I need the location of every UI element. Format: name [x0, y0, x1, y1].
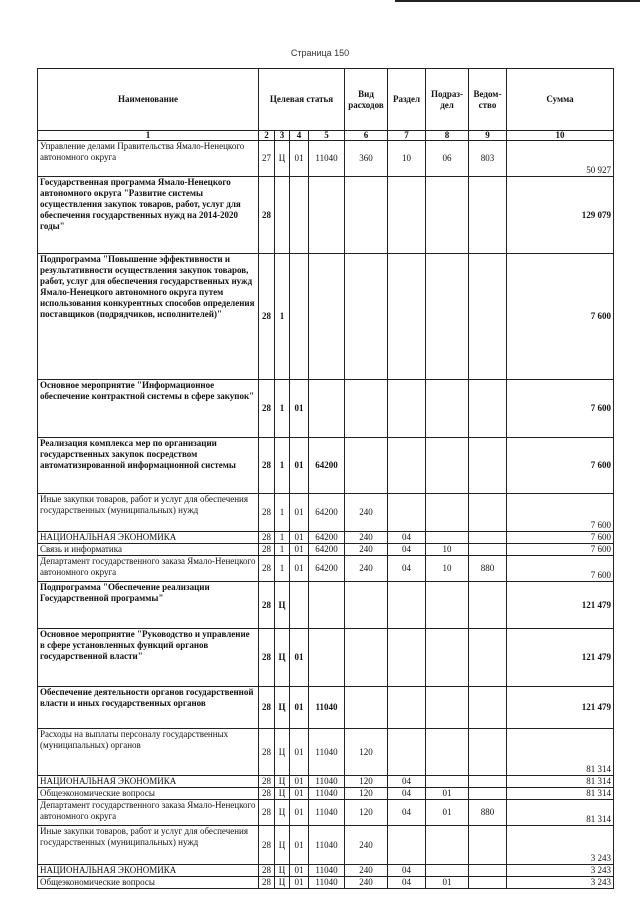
- target-code-subprogram: 1: [275, 380, 290, 438]
- row-name-cell: Департамент государственного заказа Ямало-Ненецкого автономного округа: [38, 800, 259, 826]
- section-cell: [388, 687, 426, 729]
- sum-cell: 7 600: [507, 494, 614, 532]
- section-cell: 04: [388, 788, 426, 800]
- target-code-program: 28: [259, 776, 275, 788]
- table-row: [38, 380, 614, 438]
- table-row: [38, 582, 614, 629]
- header-name: Наименование: [38, 69, 259, 131]
- sum-cell: 7 600: [507, 544, 614, 556]
- row-name-cell: Обеспечение деятельности органов государственной власти и иных государственных органов: [38, 687, 259, 729]
- expense-kind-cell: [345, 254, 388, 380]
- target-code-program: 27: [259, 141, 275, 177]
- target-code-direction: [309, 582, 345, 629]
- target-code-activity: 01: [290, 141, 309, 177]
- subsection-cell: [426, 380, 469, 438]
- expense-kind-cell: 240: [345, 877, 388, 889]
- target-code-program: 28: [259, 380, 275, 438]
- subsection-cell: [426, 776, 469, 788]
- target-code-direction: 11040: [309, 729, 345, 776]
- department-cell: [469, 254, 507, 380]
- table-row: [38, 877, 614, 889]
- subsection-cell: [426, 254, 469, 380]
- department-cell: [469, 788, 507, 800]
- table-row: [38, 438, 614, 494]
- subsection-cell: 10: [426, 556, 469, 582]
- col-number: 4: [290, 131, 309, 141]
- target-code-subprogram: Ц: [275, 729, 290, 776]
- target-code-activity: 01: [290, 800, 309, 826]
- sum-cell: 3 243: [507, 826, 614, 865]
- sum-cell: 121 479: [507, 629, 614, 687]
- sum-cell: 50 927: [507, 141, 614, 177]
- col-number: 10: [507, 131, 614, 141]
- subsection-cell: 01: [426, 800, 469, 826]
- row-name-cell: Подпрограмма "Обеспечение реализации Государственной программы": [38, 582, 259, 629]
- target-code-program: 28: [259, 729, 275, 776]
- target-code-direction: 11040: [309, 776, 345, 788]
- target-code-program: 28: [259, 494, 275, 532]
- subsection-cell: [426, 687, 469, 729]
- col-number: 3: [275, 131, 290, 141]
- target-code-direction: 11040: [309, 865, 345, 877]
- target-code-subprogram: Ц: [275, 877, 290, 889]
- department-cell: [469, 532, 507, 544]
- expense-kind-cell: 240: [345, 544, 388, 556]
- row-name-cell: НАЦИОНАЛЬНАЯ ЭКОНОМИКА: [38, 865, 259, 877]
- expense-kind-cell: [345, 582, 388, 629]
- sum-cell: 7 600: [507, 438, 614, 494]
- target-code-subprogram: 1: [275, 532, 290, 544]
- row-name-cell: Основное мероприятие "Информационное обеспечение контрактной системы в сфере закупок": [38, 380, 259, 438]
- section-cell: [388, 494, 426, 532]
- sum-cell: 3 243: [507, 877, 614, 889]
- department-cell: [469, 582, 507, 629]
- target-code-program: 28: [259, 582, 275, 629]
- table-row: [38, 800, 614, 826]
- target-code-direction: 64200: [309, 556, 345, 582]
- target-code-program: 28: [259, 687, 275, 729]
- sum-cell: 81 314: [507, 729, 614, 776]
- section-cell: 04: [388, 865, 426, 877]
- target-code-direction: 11040: [309, 826, 345, 865]
- target-code-program: 28: [259, 544, 275, 556]
- header-section: Раздел: [388, 69, 426, 131]
- target-code-direction: 64200: [309, 544, 345, 556]
- target-code-subprogram: 1: [275, 556, 290, 582]
- target-code-subprogram: 1: [275, 544, 290, 556]
- expense-kind-cell: [345, 438, 388, 494]
- section-cell: 04: [388, 556, 426, 582]
- target-code-activity: 01: [290, 544, 309, 556]
- header-target-article: Целевая статья: [259, 69, 345, 131]
- subsection-cell: [426, 438, 469, 494]
- header-expense-kind: Вид расходов: [345, 69, 388, 131]
- table-row: [38, 788, 614, 800]
- row-name-cell: Общеэкономические вопросы: [38, 877, 259, 889]
- target-code-subprogram: Ц: [275, 865, 290, 877]
- subsection-cell: [426, 494, 469, 532]
- subsection-cell: 06: [426, 141, 469, 177]
- target-code-direction: 11040: [309, 877, 345, 889]
- section-cell: [388, 254, 426, 380]
- sum-cell: 121 479: [507, 582, 614, 629]
- sum-cell: 7 600: [507, 556, 614, 582]
- section-cell: [388, 729, 426, 776]
- expense-kind-cell: [345, 380, 388, 438]
- section-cell: [388, 380, 426, 438]
- sum-cell: 81 314: [507, 776, 614, 788]
- col-number: 6: [345, 131, 388, 141]
- subsection-cell: [426, 532, 469, 544]
- col-number: 2: [259, 131, 275, 141]
- target-code-activity: 01: [290, 877, 309, 889]
- department-cell: [469, 544, 507, 556]
- row-name-cell: НАЦИОНАЛЬНАЯ ЭКОНОМИКА: [38, 532, 259, 544]
- subsection-cell: 01: [426, 877, 469, 889]
- target-code-activity: 01: [290, 865, 309, 877]
- expense-kind-cell: [345, 177, 388, 254]
- row-name-cell: Подпрограмма "Повышение эффективности и результативности осуществления закупок товаров, работ, услуг для обеспечения государственных нужд Ямало-Ненецкого автономного округа путем использования конкурентных способов определения поставщиков (подрядчиков, исполнителей)": [38, 254, 259, 380]
- department-cell: [469, 776, 507, 788]
- target-code-program: 28: [259, 877, 275, 889]
- expense-kind-cell: 120: [345, 788, 388, 800]
- target-code-subprogram: Ц: [275, 629, 290, 687]
- section-cell: 04: [388, 532, 426, 544]
- expense-kind-cell: 120: [345, 800, 388, 826]
- row-name-cell: Реализация комплекса мер по организации государственных закупок посредством автоматизированной информационной системы: [38, 438, 259, 494]
- target-code-subprogram: Ц: [275, 687, 290, 729]
- expense-kind-cell: [345, 629, 388, 687]
- subsection-cell: [426, 826, 469, 865]
- department-cell: [469, 826, 507, 865]
- section-cell: [388, 629, 426, 687]
- sum-cell: 121 479: [507, 687, 614, 729]
- expense-kind-cell: 240: [345, 865, 388, 877]
- target-code-activity: 01: [290, 776, 309, 788]
- table-row: [38, 544, 614, 556]
- row-name-cell: Иные закупки товаров, работ и услуг для обеспечения государственных (муниципальных) нужд: [38, 826, 259, 865]
- target-code-subprogram: Ц: [275, 776, 290, 788]
- sum-cell: 3 243: [507, 865, 614, 877]
- table-row: [38, 177, 614, 254]
- target-code-program: 28: [259, 438, 275, 494]
- department-cell: 880: [469, 556, 507, 582]
- target-code-program: 28: [259, 556, 275, 582]
- department-cell: [469, 865, 507, 877]
- department-cell: [469, 629, 507, 687]
- subsection-cell: [426, 865, 469, 877]
- col-number: 8: [426, 131, 469, 141]
- expense-kind-cell: 240: [345, 494, 388, 532]
- target-code-direction: [309, 177, 345, 254]
- target-code-direction: 11040: [309, 687, 345, 729]
- department-cell: 880: [469, 800, 507, 826]
- row-name-cell: Государственная программа Ямало-Ненецкого автономного округа "Развитие системы осуществления закупок товаров, работ, услуг для обеспечения государственных нужд на 2014-2020 годы": [38, 177, 259, 254]
- department-cell: [469, 177, 507, 254]
- table-row: [38, 254, 614, 380]
- section-cell: 04: [388, 877, 426, 889]
- expense-kind-cell: 120: [345, 729, 388, 776]
- sum-cell: 7 600: [507, 254, 614, 380]
- target-code-subprogram: Ц: [275, 788, 290, 800]
- budget-table: [37, 68, 614, 889]
- sum-cell: 7 600: [507, 380, 614, 438]
- table-row: [38, 687, 614, 729]
- table-row: [38, 494, 614, 532]
- target-code-activity: 01: [290, 532, 309, 544]
- target-code-subprogram: 1: [275, 494, 290, 532]
- header-department: Ведом-ство: [469, 69, 507, 131]
- row-name-cell: Управление делами Правительства Ямало-Ненецкого автономного округа: [38, 141, 259, 177]
- row-name-cell: Иные закупки товаров, работ и услуг для обеспечения государственных (муниципальных) нужд: [38, 494, 259, 532]
- col-number: 7: [388, 131, 426, 141]
- target-code-subprogram: [275, 177, 290, 254]
- table-row: [38, 865, 614, 877]
- target-code-program: 28: [259, 532, 275, 544]
- col-number: 1: [38, 131, 259, 141]
- table-row: [38, 776, 614, 788]
- top-rule-line: [395, 0, 640, 2]
- row-name-cell: Общеэкономические вопросы: [38, 788, 259, 800]
- row-name-cell: Связь и информатика: [38, 544, 259, 556]
- target-code-activity: [290, 254, 309, 380]
- target-code-activity: 01: [290, 380, 309, 438]
- col-number: 9: [469, 131, 507, 141]
- target-code-direction: 64200: [309, 494, 345, 532]
- expense-kind-cell: [345, 687, 388, 729]
- target-code-activity: 01: [290, 629, 309, 687]
- section-cell: [388, 438, 426, 494]
- target-code-subprogram: Ц: [275, 826, 290, 865]
- sum-cell: 7 600: [507, 532, 614, 544]
- expense-kind-cell: 240: [345, 532, 388, 544]
- row-name-cell: Расходы на выплаты персоналу государственных (муниципальных) органов: [38, 729, 259, 776]
- table-row: [38, 556, 614, 582]
- target-code-direction: 64200: [309, 438, 345, 494]
- target-code-subprogram: 1: [275, 254, 290, 380]
- target-code-direction: [309, 629, 345, 687]
- table-row: [38, 826, 614, 865]
- table-row: [38, 729, 614, 776]
- target-code-activity: 01: [290, 729, 309, 776]
- department-cell: 803: [469, 141, 507, 177]
- subsection-cell: [426, 629, 469, 687]
- department-cell: [469, 729, 507, 776]
- target-code-direction: 64200: [309, 532, 345, 544]
- target-code-subprogram: Ц: [275, 141, 290, 177]
- subsection-cell: [426, 729, 469, 776]
- section-cell: [388, 582, 426, 629]
- target-code-direction: 11040: [309, 788, 345, 800]
- subsection-cell: 10: [426, 544, 469, 556]
- section-cell: 10: [388, 141, 426, 177]
- target-code-direction: [309, 380, 345, 438]
- target-code-subprogram: Ц: [275, 582, 290, 629]
- table-row: [38, 532, 614, 544]
- target-code-activity: 01: [290, 687, 309, 729]
- table-row: [38, 141, 614, 177]
- target-code-direction: [309, 254, 345, 380]
- column-number-row: [38, 131, 614, 141]
- sum-cell: 81 314: [507, 788, 614, 800]
- target-code-activity: 01: [290, 556, 309, 582]
- section-cell: [388, 177, 426, 254]
- target-code-subprogram: Ц: [275, 800, 290, 826]
- subsection-cell: 01: [426, 788, 469, 800]
- section-cell: [388, 826, 426, 865]
- row-name-cell: Департамент государственного заказа Ямало-Ненецкого автономного округа: [38, 556, 259, 582]
- page-number-label: Страница 150: [290, 48, 350, 58]
- target-code-program: 28: [259, 865, 275, 877]
- target-code-subprogram: 1: [275, 438, 290, 494]
- header-subsection: Подраз-дел: [426, 69, 469, 131]
- sum-cell: 129 079: [507, 177, 614, 254]
- col-number: 5: [309, 131, 345, 141]
- header-sum: Сумма: [507, 69, 614, 131]
- section-cell: 04: [388, 800, 426, 826]
- target-code-activity: 01: [290, 494, 309, 532]
- department-cell: [469, 687, 507, 729]
- target-code-program: 28: [259, 788, 275, 800]
- subsection-cell: [426, 582, 469, 629]
- target-code-activity: [290, 582, 309, 629]
- target-code-program: 28: [259, 177, 275, 254]
- expense-kind-cell: 360: [345, 141, 388, 177]
- subsection-cell: [426, 177, 469, 254]
- target-code-program: 28: [259, 826, 275, 865]
- target-code-direction: 11040: [309, 800, 345, 826]
- row-name-cell: НАЦИОНАЛЬНАЯ ЭКОНОМИКА: [38, 776, 259, 788]
- target-code-program: 28: [259, 800, 275, 826]
- target-code-program: 28: [259, 629, 275, 687]
- expense-kind-cell: 120: [345, 776, 388, 788]
- target-code-activity: 01: [290, 826, 309, 865]
- row-name-cell: Основное мероприятие "Руководство и управление в сфере установленных функций органов государственной власти": [38, 629, 259, 687]
- target-code-direction: 11040: [309, 141, 345, 177]
- department-cell: [469, 494, 507, 532]
- department-cell: [469, 380, 507, 438]
- target-code-activity: 01: [290, 438, 309, 494]
- header-row: [38, 69, 614, 131]
- department-cell: [469, 877, 507, 889]
- target-code-activity: 01: [290, 788, 309, 800]
- target-code-activity: [290, 177, 309, 254]
- department-cell: [469, 438, 507, 494]
- target-code-program: 28: [259, 254, 275, 380]
- section-cell: 04: [388, 544, 426, 556]
- sum-cell: 81 314: [507, 800, 614, 826]
- table-row: [38, 629, 614, 687]
- expense-kind-cell: 240: [345, 556, 388, 582]
- expense-kind-cell: 240: [345, 826, 388, 865]
- section-cell: 04: [388, 776, 426, 788]
